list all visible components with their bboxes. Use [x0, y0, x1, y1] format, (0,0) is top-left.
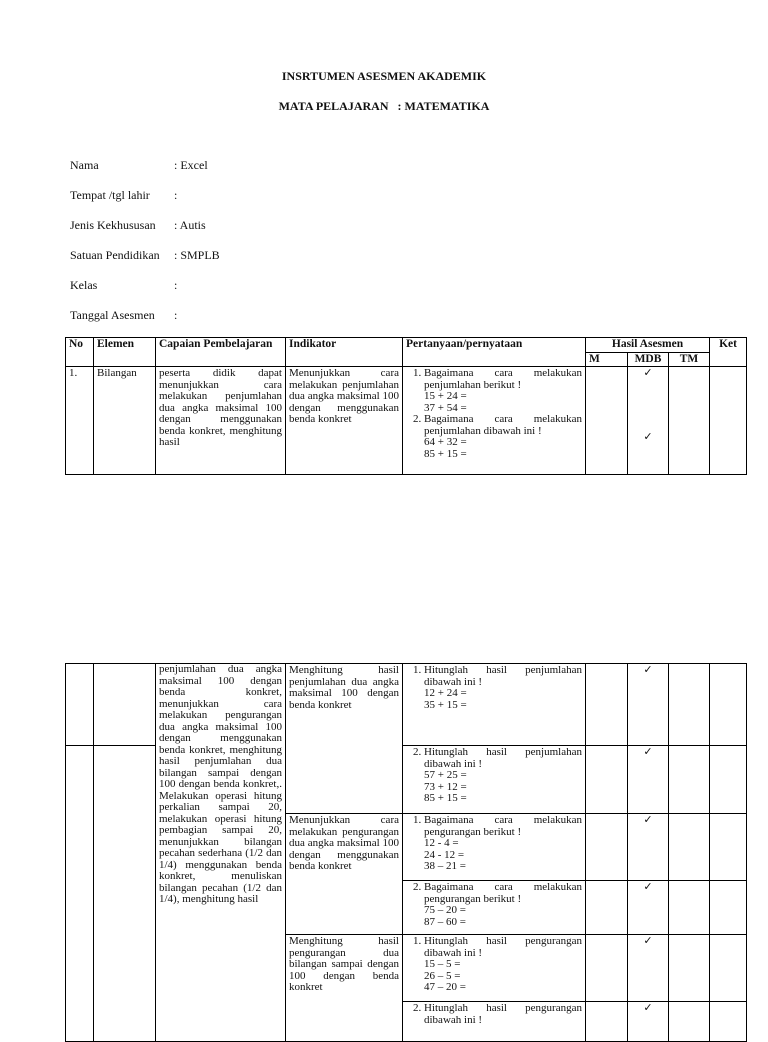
question-expr: 75 – 20 =	[424, 904, 466, 916]
cell-pertanyaan	[403, 1002, 586, 1042]
check-mark: ✓	[643, 664, 653, 676]
question-expr: 85 + 15 =	[424, 447, 467, 460]
check-mark: ✓	[643, 367, 653, 379]
cell-mdb	[628, 746, 669, 814]
cell-pertanyaan	[403, 935, 586, 1002]
cell-tm	[669, 367, 710, 475]
cell-capaian: peserta didik dapat menunjukkan cara melakukan penjumlahan dua angka maksimal 100 dengan menggunakan benda konkret, menghitung hasil	[156, 367, 286, 475]
question-item	[424, 882, 582, 928]
cell-mdb	[628, 935, 669, 1002]
identity-label: Nama	[70, 158, 99, 172]
question-item	[424, 936, 582, 994]
cell-no	[66, 664, 94, 746]
cell-pertanyaan	[403, 746, 586, 814]
question-expr: 38 – 21 =	[424, 860, 466, 872]
cell-mdb	[628, 664, 669, 746]
header-hasil-asesmen: Hasil Asesmen	[586, 338, 710, 353]
question-expr: 57 + 25 =	[424, 769, 467, 781]
cell-m	[586, 367, 628, 475]
cell-tm	[669, 664, 710, 746]
check-mark: ✓	[643, 814, 653, 826]
question-expr: 24 - 12 =	[424, 848, 465, 861]
cell-tm	[669, 881, 710, 935]
question-text: 1. Hitunglah hasil pengurangan dibawah ini !	[424, 935, 582, 959]
assessment-table-page1	[65, 337, 747, 475]
question-expr: 85 + 15 =	[424, 792, 467, 804]
question-text: 1. Bagaimana cara melakukan pengurangan berikut !	[424, 814, 582, 838]
question-expr: 73 + 12 =	[424, 780, 467, 793]
identity-value: :	[174, 188, 178, 202]
cell-mdb	[628, 814, 669, 881]
header-capaian: Capaian Pembelajaran	[156, 338, 286, 367]
cell-mdb	[628, 367, 669, 475]
question-item	[424, 815, 582, 873]
cell-ket	[710, 881, 747, 935]
cell-m	[586, 746, 628, 814]
header-elemen: Elemen	[94, 338, 156, 367]
cell-elemen	[94, 664, 156, 746]
identity-label: Tempat /tgl lahir	[70, 188, 150, 202]
question-expr: 35 + 15 =	[424, 698, 467, 711]
question-expr: 87 – 60 =	[424, 915, 466, 928]
question-text: 1. Bagaimana cara melakukan penjumlahan berikut !	[424, 367, 582, 391]
question-text: 2. Bagaimana cara melakukan pengurangan berikut !	[424, 881, 582, 905]
identity-value: : Autis	[174, 218, 206, 232]
identity-label: Tanggal Asesmen	[70, 308, 155, 322]
question-expr: 12 + 24 =	[424, 687, 467, 699]
header-mdb: MDB	[628, 352, 669, 367]
cell-pertanyaan	[403, 367, 586, 475]
question-item	[424, 368, 582, 414]
cell-ket	[710, 1002, 747, 1042]
header-pertanyaan: Pertanyaan/pernyataan	[403, 338, 586, 367]
cell-m	[586, 881, 628, 935]
question-text: 2. Hitunglah hasil pengurangan dibawah ini !	[424, 1002, 582, 1026]
cell-ket	[710, 664, 747, 746]
cell-tm	[669, 746, 710, 814]
identity-label: Kelas	[70, 278, 98, 292]
cell-no: 1.	[66, 367, 94, 475]
cell-tm	[669, 935, 710, 1002]
check-mark: ✓	[643, 1002, 653, 1014]
cell-m	[586, 664, 628, 746]
cell-pertanyaan	[403, 664, 586, 746]
cell-tm	[669, 814, 710, 881]
cell-ket	[710, 814, 747, 881]
cell-m	[586, 1002, 628, 1042]
check-mark: ✓	[643, 935, 653, 947]
cell-indikator: Menghitung hasil penjumlahan dua angka maksimal 100 dengan benda konkret	[286, 664, 403, 814]
check-mark: ✓	[643, 746, 653, 758]
assessment-table-page2	[65, 663, 747, 1042]
cell-m	[586, 814, 628, 881]
header-no: No	[66, 338, 94, 367]
question-item	[424, 747, 582, 805]
identity-value: : SMPLB	[174, 248, 220, 262]
check-mark: ✓	[643, 430, 653, 443]
cell-indikator: Menghitung hasil pengurangan dua bilangan sampai dengan 100 dengan benda konkret	[286, 935, 403, 1042]
question-expr: 15 – 5 =	[424, 958, 461, 970]
question-text: 2. Bagaimana cara melakukan penjumlahan dibawah ini !	[424, 413, 582, 437]
question-item	[424, 1003, 582, 1026]
question-item	[424, 665, 582, 711]
cell-ket	[710, 746, 747, 814]
cell-indikator: Menunjukkan cara melakukan penjumlahan dua angka maksimal 100 dengan menggunakan benda konkret	[286, 367, 403, 475]
cell-indikator: Menunjukkan cara melakukan pengurangan dua angka maksimal 100 dengan menggunakan benda konkret	[286, 814, 403, 935]
cell-tm	[669, 1002, 710, 1042]
question-expr: 12 - 4 =	[424, 837, 459, 849]
question-item	[424, 414, 582, 460]
cell-no	[66, 746, 94, 1042]
subject-title: MATA PELAJARAN : MATEMATIKA	[278, 99, 490, 113]
question-expr: 64 + 32 =	[424, 436, 467, 448]
question-expr: 37 + 54 =	[424, 401, 467, 414]
cell-ket	[710, 367, 747, 475]
question-expr: 15 + 24 =	[424, 390, 467, 402]
identity-label: Satuan Pendidikan	[70, 248, 160, 262]
cell-capaian: penjumlahan dua angka maksimal 100 dengan benda konkret, menunjukkan cara melakukan pengurangan dua angka maksimal 100 dengan menggunakan benda konkret, menghitung hasil penjumlahan dua bilangan sampai dengan 100 dengan benda konkret,. Melakukan operasi hitung perkalian sampai 20, melakukan operasi hitung pembagian sampai 20, menunjukkan bilangan pecahan sederhana (1/2 dan 1/4) menggunakan benda konkret, menuliskan bilangan pecahan (1/2 dan 1/4), menghitung hasil	[156, 664, 286, 1042]
question-expr: 26 – 5 =	[424, 969, 461, 982]
table-row	[66, 367, 747, 475]
table-row	[66, 664, 747, 746]
header-tm: TM	[669, 352, 710, 367]
cell-m	[586, 935, 628, 1002]
identity-value: :	[174, 308, 178, 322]
identity-label: Jenis Kekhususan	[70, 218, 156, 232]
cell-elemen	[94, 746, 156, 1042]
header-indikator: Indikator	[286, 338, 403, 367]
question-text: 2. Hitunglah hasil penjumlahan dibawah ini !	[424, 746, 582, 770]
cell-pertanyaan	[403, 881, 586, 935]
cell-mdb	[628, 1002, 669, 1042]
cell-mdb	[628, 881, 669, 935]
cell-ket	[710, 935, 747, 1002]
identity-value: : Excel	[174, 158, 208, 172]
identity-value: :	[174, 278, 178, 292]
header-ket: Ket	[710, 338, 747, 367]
cell-elemen: Bilangan	[94, 367, 156, 475]
document-title: INSRTUMEN ASESMEN AKADEMIK	[281, 69, 487, 83]
cell-pertanyaan	[403, 814, 586, 881]
check-mark: ✓	[643, 881, 653, 893]
header-m: M	[586, 352, 628, 367]
question-expr: 47 – 20 =	[424, 981, 466, 993]
question-text: 1. Hitunglah hasil penjumlahan dibawah ini !	[424, 664, 582, 688]
